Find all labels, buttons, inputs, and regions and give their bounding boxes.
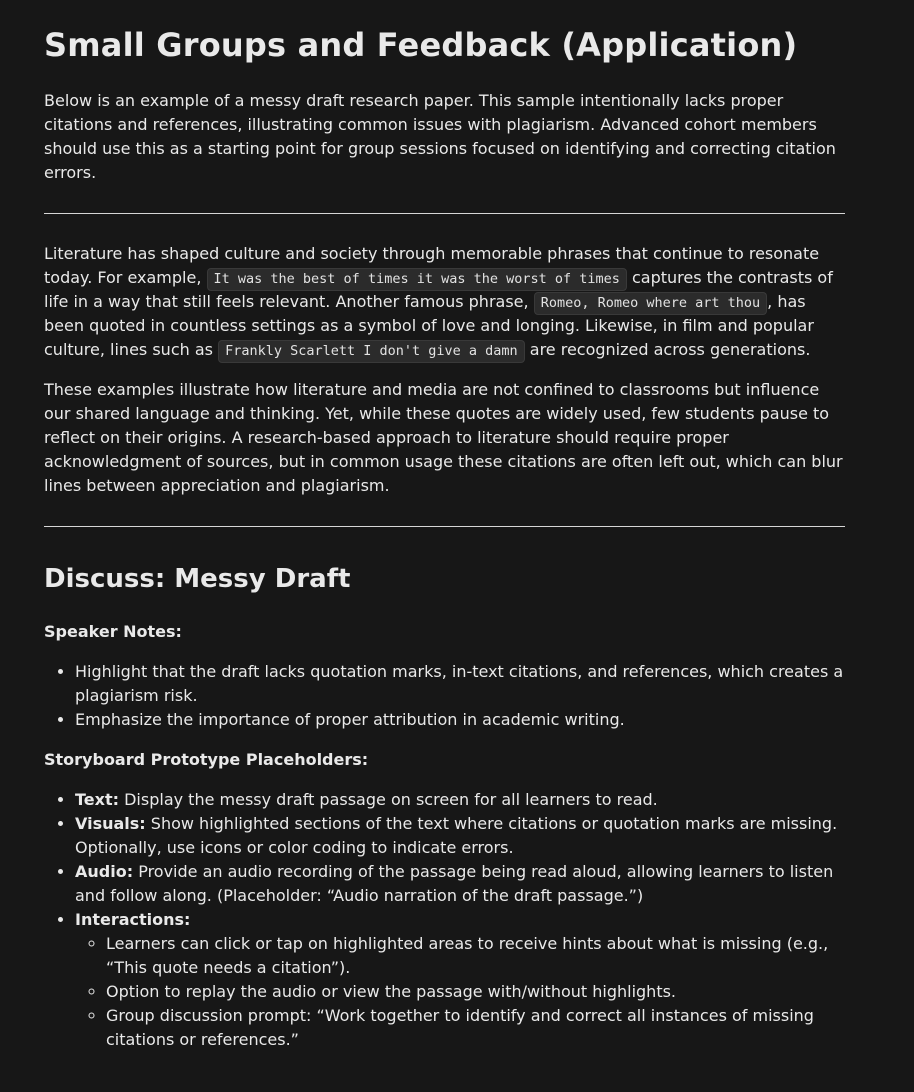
divider-bottom — [44, 526, 845, 527]
item-label: Interactions: — [75, 909, 191, 929]
speaker-notes-list — [44, 660, 845, 732]
intro-paragraph: Below is an example of a messy draft research paper. This sample intentionally lacks proper citations and references, illustrating common issues with plagiarism. Advanced cohort members should use this as a starting point for group sessions focused on identifying and correcting citation errors. — [44, 91, 836, 182]
draft-paragraph-quotes: Literature has shaped culture and society through memorable phrases that continue to resonate today. For example, It was the best of times it was the worst of times captures the contrasts of life in a way that still feels relevant. Another famous phrase, Romeo, Romeo where art thou , has been quoted in countless settings as a symbol of love and longing. Likewise, in film and popular culture, lines such as Frankly Scarlett I don't give a damn are recognized across generations. — [44, 242, 845, 362]
sublist-item: ◦ Group discussion prompt: “Work together to identify and correct all instances of missing citations or references.” — [106, 1004, 845, 1052]
list-item-visuals — [75, 812, 845, 860]
divider-top — [44, 213, 845, 214]
inline-code-quote: Romeo, Romeo where art thou — [534, 292, 767, 315]
storyboard-label: Storyboard Prototype Placeholders: — [44, 749, 369, 769]
storyboard-list — [44, 788, 845, 1052]
sublist-item: ◦ Learners can click or tap on highlighted areas to receive hints about what is missing (e.g., “This quote needs a citation”). — [106, 932, 845, 980]
list-item: • Emphasize the importance of proper attribution in academic writing. — [75, 708, 845, 732]
item-text: Display the messy draft passage on screen for all learners to read. — [124, 789, 658, 809]
inline-code-quote: Frankly Scarlett I don't give a damn — [218, 340, 525, 363]
sublist-item: ◦ Option to replay the audio or view the passage with/without highlights. — [106, 980, 845, 1004]
list-item: • Highlight that the draft lacks quotation marks, in-text citations, and references, which creates a plagiarism risk. — [75, 660, 845, 708]
item-text: Show highlighted sections of the text where citations or quotation marks are missing. Optionally, use icons or color coding to indicate errors. — [75, 813, 838, 857]
list-item-audio — [75, 860, 845, 908]
page-title: Small Groups and Feedback (Application) — [44, 26, 798, 64]
inline-code-quote: It was the best of times it was the worst of times — [207, 268, 627, 291]
item-text: Provide an audio recording of the passage being read aloud, allowing learners to listen and follow along. (Placeholder: “Audio narration of the draft passage.”) — [75, 861, 834, 905]
item-label: Visuals: — [75, 813, 146, 833]
speaker-notes-label: Speaker Notes: — [44, 621, 182, 641]
list-item-text — [75, 788, 845, 812]
list-item-interactions — [75, 908, 845, 1052]
item-label: Audio: — [75, 861, 134, 881]
discuss-heading: Discuss: Messy Draft — [44, 564, 351, 594]
item-label: Text: — [75, 789, 120, 809]
draft-paragraph-analysis: These examples illustrate how literature and media are not confined to classrooms but influence our shared language and thinking. Yet, while these quotes are widely used, few students pause to reflect on their origins. A research-based approach to literature should require proper acknowledgment of sources, but in common usage these citations are often left out, which can blur lines between appreciation and plagiarism. — [44, 380, 843, 495]
interactions-sublist — [75, 932, 845, 1052]
